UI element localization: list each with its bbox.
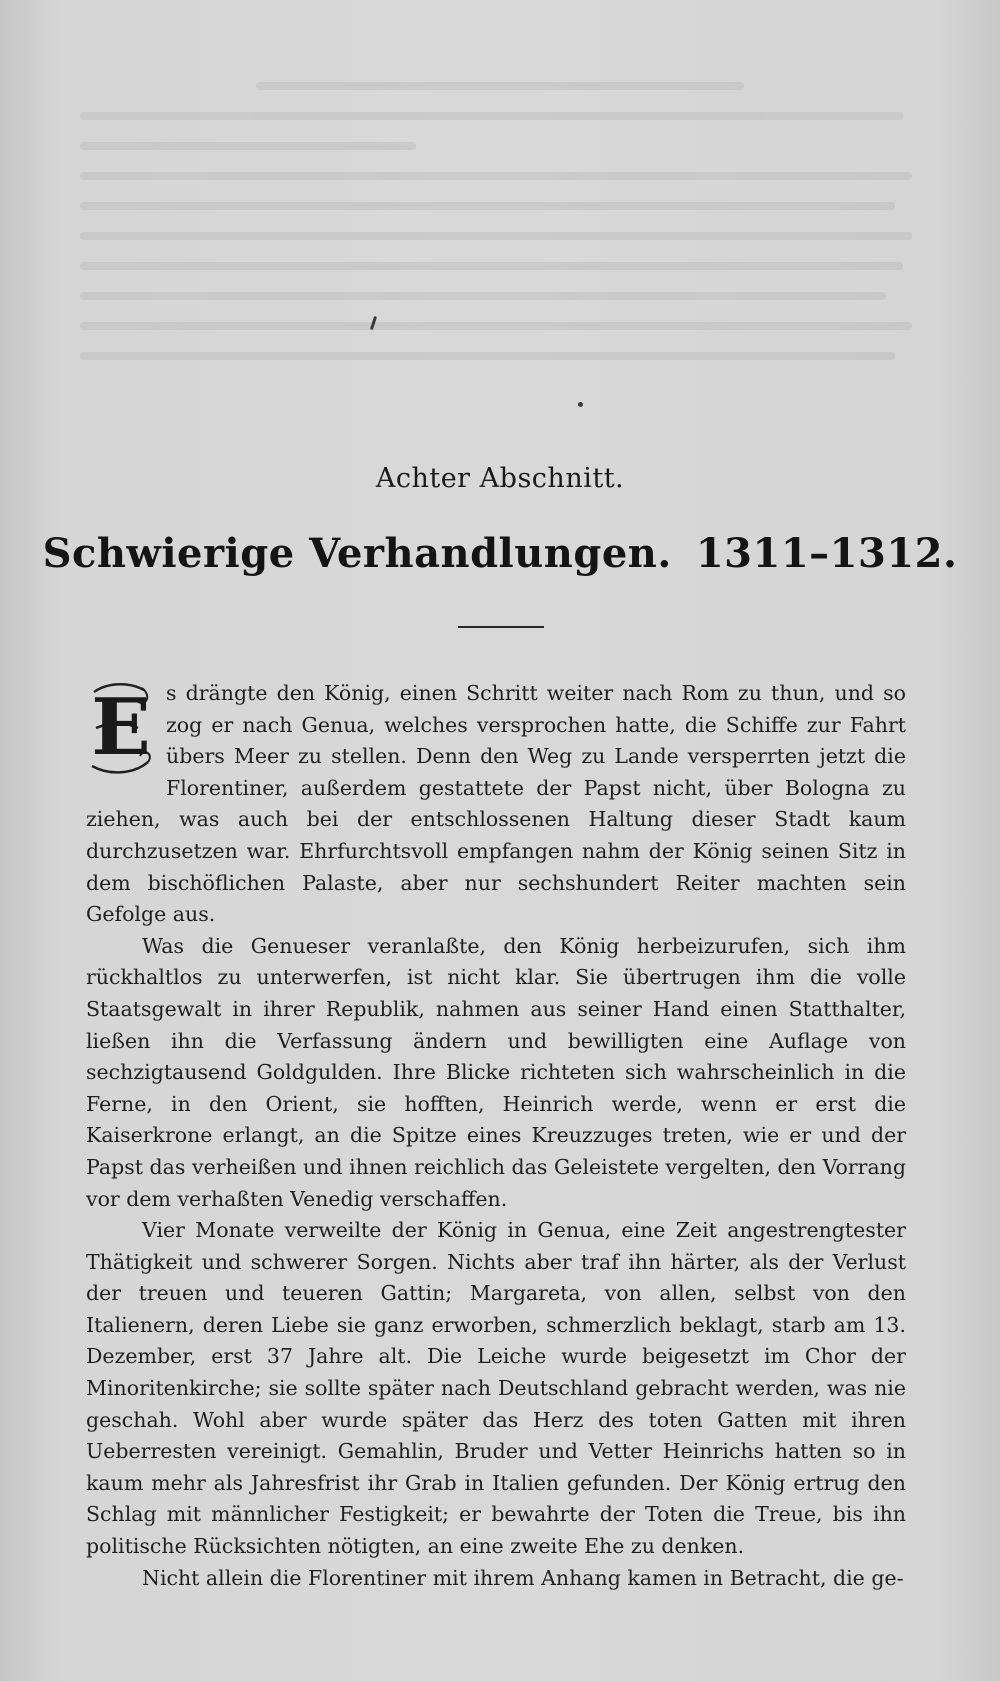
paragraph-1 [86, 678, 906, 931]
paragraph-2: Was die Genueser veranlaßte, den König herbeizurufen, sich ihm rückhaltlos zu unterwerfen, ist nicht klar. Sie übertrugen ihm die volle Staatsgewalt in ihrer Republik, nahmen aus seiner Hand einen Statthalter, ließen ihn die Verfassung ändern und bewilligten eine Auflage von sechzigtausend Goldgulden. Ihre Blicke richteten sich wahrscheinlich in die Ferne, in den Orient, sie hofften, Heinrich werde, wenn er erst die Kaiserkrone erlangt, an die Spitze eines Kreuzzuges treten, wie er und der Papst das verheißen und ihnen reichlich das Geleistete vergelten, den Vorrang vor dem verhaßten Venedig verschaffen. [86, 933, 906, 1211]
title-divider [458, 626, 544, 628]
body-text [86, 678, 906, 1594]
paragraph-4: Nicht allein die Florentiner mit ihrem Anhang kamen in Betracht, die ge- [142, 1565, 904, 1590]
chapter-years: 1311–1312. [695, 530, 958, 577]
chapter-title: Schwierige Verhandlungen. [42, 530, 672, 577]
ink-speck [578, 402, 583, 407]
paragraph-3: Vier Monate verweilte der König in Genua, eine Zeit angestrengtester Thätigkeit und schwerer Sorgen. Nichts aber traf ihn härter, als der Verlust der treuen und teueren Gattin; Margareta, von allen, selbst von den Italienern, deren Liebe sie ganz erworben, schmerzlich beklagt, starb am 13. Dezember, erst 37 Jahre alt. Die Leiche wurde beigesetzt im Chor der Minoritenkirche; sie sollte später nach Deutschland gebracht werden, was nie geschah. Wohl aber wurde später das Herz des toten Gatten mit ihren Ueberresten vereinigt. Gemahlin, Bruder und Vetter Heinrichs hatten so in kaum mehr als Jahresfrist ihr Grab in Italien gefunden. Der König ertrug den Schlag mit männlicher Festigkeit; er bewahrte der Toten die Treue, bis ihn politische Rücksichten nötigten, an eine zweite Ehe zu denken. [86, 1218, 906, 1559]
drop-cap [86, 682, 156, 774]
paragraph-1-text: s drängte den König, einen Schritt weiter nach Rom zu thun, und so zog er nach Genua, welches versprochen hatte, die Schiffe zur Fahrt übers Meer zu stellen. Denn den Weg zu Lande versperrten jetzt die Florentiner, außerdem gestattete der Papst nicht, über Bologna zu ziehen, was auch bei der entschlossenen Haltung dieser Stadt kaum durchzusetzen war. Ehrfurchtsvoll empfangen nahm der König seinen Sitz in dem bischöflichen Palaste, aber nur sechshundert Reiter machten sein Gefolge aus. [86, 681, 906, 927]
chapter-heading [0, 530, 1000, 577]
bleed-through-text [80, 60, 920, 480]
drop-cap-letter: E [91, 682, 151, 773]
section-heading: Achter Abschnitt. [375, 463, 625, 494]
